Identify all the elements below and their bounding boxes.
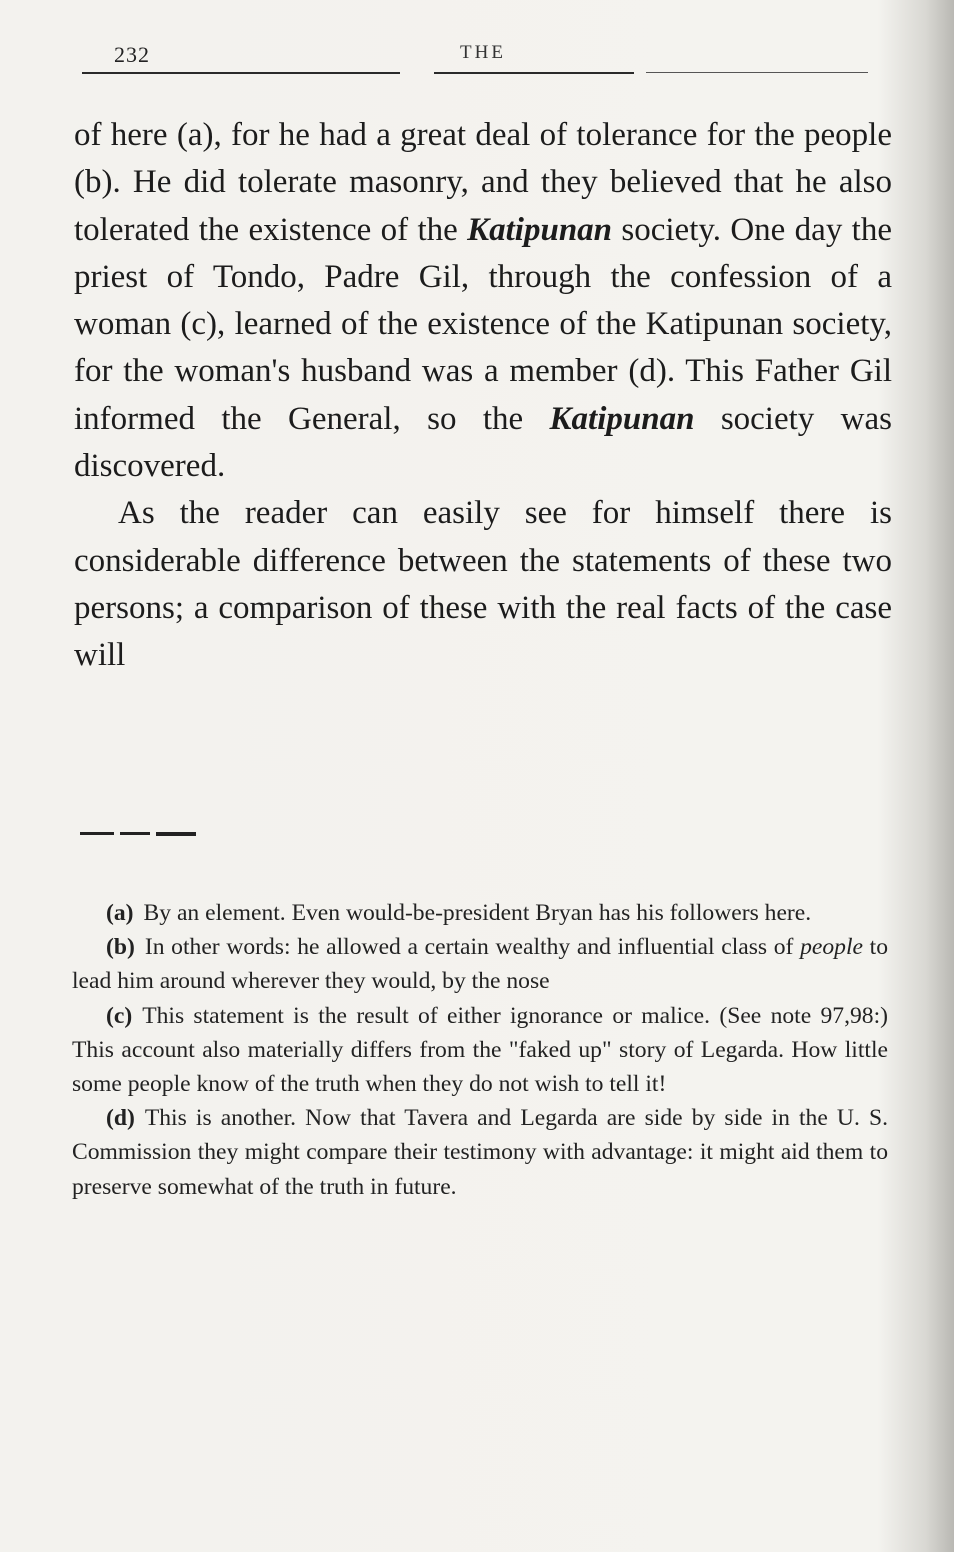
footnote-text: This statement is the result of either ignorance or malice. (See note 97,98:) This account also materially differs from the "faked up" story of Legarda. How little some people know of the truth when they do not wish to tell it!: [72, 1002, 888, 1098]
running-head: THE: [460, 42, 506, 63]
paragraph-2: As the reader can easily see for himself there is considerable difference between the statements of these two persons; a comparison of these with the real facts of the case will: [74, 495, 892, 674]
footnote-mark: (a): [106, 900, 134, 926]
page-number: 232: [114, 42, 150, 67]
paragraph-1: [74, 112, 892, 490]
footnote-c: [72, 999, 888, 1102]
header-rule: [82, 72, 400, 74]
italic-people: people: [800, 934, 863, 961]
footnote-text: to lead him around wherever they would, by the nose: [72, 934, 888, 995]
page-header: [108, 36, 888, 76]
footnote-mark: (b): [106, 934, 135, 961]
footnote-text: By an element. Even would-be-president Bryan has his followers here.: [143, 900, 812, 926]
footnote-text: In other words: he allowed a certain wealthy and influential class of: [144, 934, 801, 961]
body-text: [74, 112, 892, 680]
footnote-mark: (d): [106, 1105, 135, 1132]
footnote-separator: [80, 832, 196, 836]
footnote-text: This is another. Now that Tavera and Legarda are side by side in the U. S. Commission they might compare their testimony with advantage: it might aid them to preserve somewhat of the truth in future.: [72, 1105, 888, 1200]
header-rule: [434, 72, 634, 74]
footnote-mark: (c): [106, 1002, 133, 1029]
italic-katipunan: Katipunan: [549, 400, 695, 437]
paragraph-1-part-1: of here (a), for he had a great deal of tolerance for the people (b). He did tolerate masonry, and they believed that he also tolerated the existence of the: [74, 117, 892, 248]
paragraph-1-part-3: society was discovered.: [74, 400, 892, 485]
italic-katipunan: Katipunan: [467, 211, 613, 248]
footnote-a: [72, 896, 888, 930]
header-rule: [646, 72, 868, 73]
footnotes: [72, 896, 888, 1204]
footnote-b: [72, 930, 888, 998]
paragraph-1-part-2: society. One day the priest of Tondo, Padre Gil, through the confession of a woman (c), learned of the existence of the Katipunan society, for the woman's husband was a member (d). This Father Gil informed the General, so the: [74, 211, 892, 437]
footnote-d: [72, 1101, 888, 1204]
